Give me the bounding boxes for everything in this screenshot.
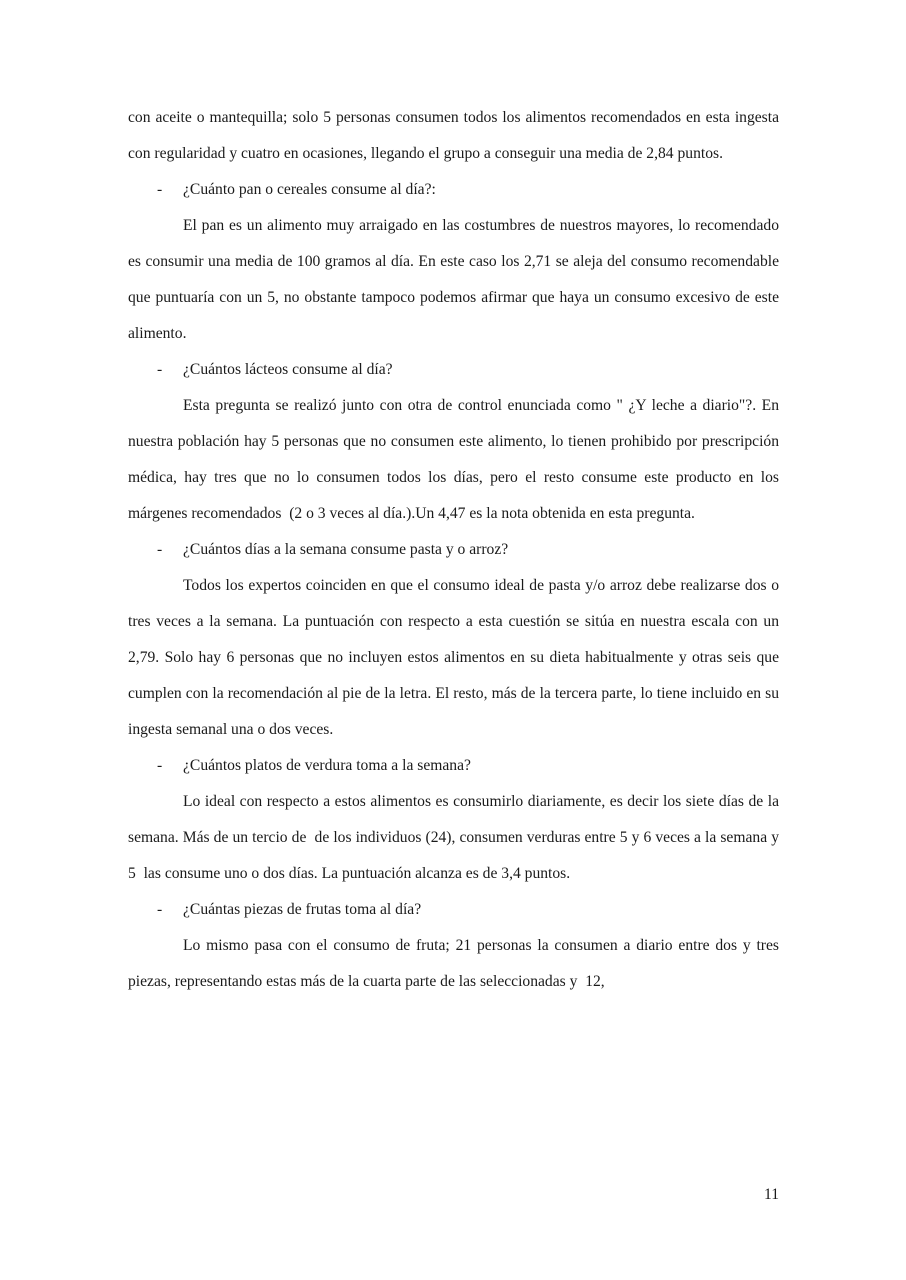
page-number: 11 [763, 1186, 779, 1203]
page-text-column [128, 100, 783, 1000]
question-item-pasta-label: ¿Cuántos días a la semana consume pasta y o arroz? [183, 541, 509, 558]
paragraph-pan: El pan es un alimento muy arraigado en las costumbres de nuestros mayores, lo recomendado es consumir una media de 100 gramos al día. En este caso los 2,71 se aleja del consumo recomendable que puntuaría con un 5, no obstante tampoco podemos afirmar que haya un consumo excesivo de este alimento. [128, 217, 783, 342]
question-item-lacteos-label: ¿Cuántos lácteos consume al día? [183, 361, 393, 378]
dash-bullet-icon: - [157, 541, 163, 558]
paragraph-fruta: Lo mismo pasa con el consumo de fruta; 21 personas la consumen a diario entre dos y tres piezas, representando estas más de la cuarta parte de las seleccionadas y 12, [128, 937, 783, 990]
paragraph-intro-continuation: con aceite o mantequilla; solo 5 personas consumen todos los alimentos recomendados en esta ingesta con regularidad y cuatro en ocasiones, llegando el grupo a conseguir una media de 2,84 puntos. [128, 109, 783, 162]
question-item-pan-label: ¿Cuánto pan o cereales consume al día?: [183, 181, 436, 198]
dash-bullet-icon: - [157, 757, 163, 774]
dash-bullet-icon: - [157, 901, 163, 918]
question-item-verdura-label: ¿Cuántos platos de verdura toma a la semana? [183, 757, 471, 774]
dash-bullet-icon: - [157, 361, 163, 378]
dash-bullet-icon: - [157, 181, 163, 198]
question-item-lacteos [128, 352, 779, 388]
question-item-pasta [128, 532, 779, 568]
paragraph-verdura: Lo ideal con respecto a estos alimentos es consumirlo diariamente, es decir los siete días de la semana. Más de un tercio de de los individuos (24), consumen verduras entre 5 y 6 veces a la semana y 5 las consume uno o dos días. La puntuación alcanza es de 3,4 puntos. [128, 793, 783, 882]
question-item-fruta [128, 892, 779, 928]
question-item-verdura [128, 748, 779, 784]
paragraph-pasta: Todos los expertos coinciden en que el consumo ideal de pasta y/o arroz debe realizarse dos o tres veces a la semana. La puntuación con respecto a esta cuestión se sitúa en nuestra escala con un 2,79. Solo hay 6 personas que no incluyen estos alimentos en su dieta habitualmente y otras seis que cumplen con la recomendación al pie de la letra. El resto, más de la tercera parte, lo tiene incluido en su ingesta semanal una o dos veces. [128, 577, 783, 738]
question-item-pan [128, 172, 779, 208]
question-item-fruta-label: ¿Cuántas piezas de frutas toma al día? [183, 901, 422, 918]
paragraph-lacteos: Esta pregunta se realizó junto con otra de control enunciada como " ¿Y leche a diario"?. En nuestra población hay 5 personas que no consumen este alimento, lo tienen prohibido por prescripción médica, hay tres que no lo consumen todos los días, pero el resto consume este producto en los márgenes recomendados (2 o 3 veces al día.).Un 4,47 es la nota obtenida en esta pregunta. [128, 397, 783, 522]
